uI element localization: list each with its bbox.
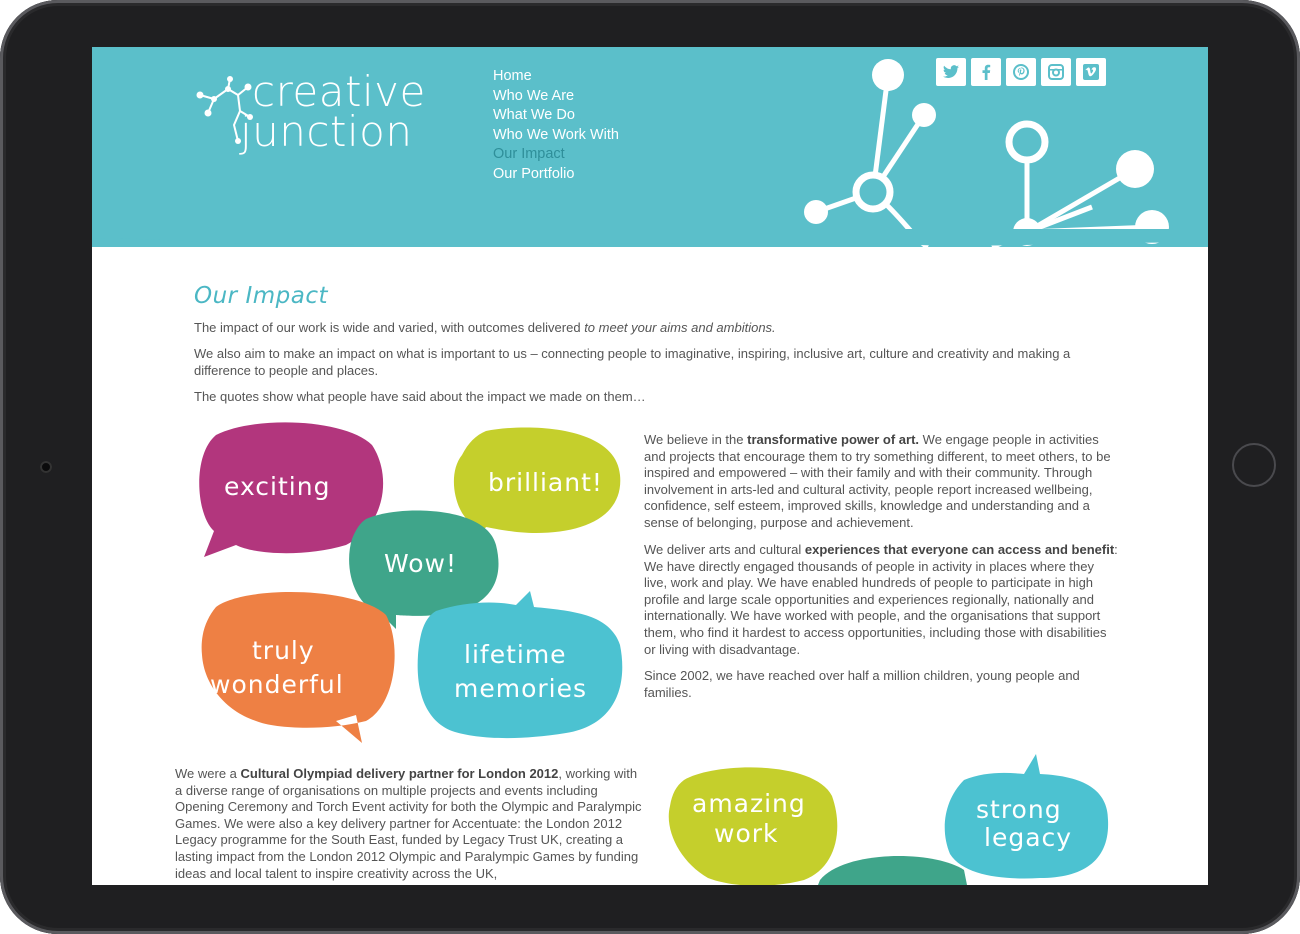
- quote-bubbles: [196, 415, 636, 747]
- bubble-text-memories: memories: [454, 674, 588, 703]
- bubble-truly-wonderful: [202, 592, 395, 743]
- right-paragraph-3: Since 2002, we have reached over half a million children, young people and families.: [644, 668, 1080, 700]
- browser-screen: [92, 47, 1208, 885]
- bubble-text-legacy: legacy: [984, 823, 1073, 852]
- bottom-paragraph-1: We were a Cultural Olympiad delivery partner for London 2012, working with a diverse range of organisations on multiple projects and events including Opening Ceremony and Torch Event activity for both the Olympic and Paralympic Games. We were also a key delivery partner for Accentuate: the London 2012 Legacy programme for the South East, funded by Legacy Trust UK, creating a lasting impact from the London 2012 Olympic and Paralympic Games by funding ideas and local talent to inspire creativity across the UK,: [175, 766, 642, 881]
- camera-icon: [40, 461, 52, 473]
- nav-item-home[interactable]: Home: [493, 68, 532, 84]
- bubble-text-wow: Wow!: [384, 549, 458, 578]
- page-title: Our Impact: [194, 283, 328, 309]
- instagram-icon[interactable]: [1041, 58, 1071, 86]
- nav-item-who-we-work-with[interactable]: Who We Work With: [493, 126, 619, 143]
- nav-item-our-impact[interactable]: Our Impact: [493, 146, 565, 163]
- nav-item-our-portfolio[interactable]: Our Portfolio: [493, 165, 575, 182]
- bubble-text-amazing: amazing: [692, 789, 806, 818]
- twitter-icon[interactable]: [936, 58, 966, 86]
- header-wave-divider: [92, 229, 1208, 259]
- intro-paragraph-1: The impact of our work is wide and varied, with outcomes delivered to meet your aims and ambitions.: [194, 320, 776, 335]
- site-header: [92, 47, 1208, 247]
- intro-paragraph-3: The quotes show what people have said about the impact we made on them…: [194, 389, 646, 404]
- logo-text-line1: creative: [252, 67, 426, 116]
- bubble-text-wonderful: wonderful: [210, 670, 344, 699]
- quote-bubbles-2: [664, 750, 1114, 885]
- bubble-text-truly: truly: [252, 636, 315, 665]
- bubble-text-work: work: [714, 819, 779, 848]
- logo-text-line2: junction: [240, 107, 413, 156]
- intro-paragraph-2: We also aim to make an impact on what is important to us – connecting people to imaginative, inspiring, inclusive art, culture and creativity and making a difference to people and places.: [194, 346, 1071, 378]
- bubble-text-exciting: exciting: [224, 472, 331, 501]
- social-links: [936, 58, 1106, 86]
- nav-item-what-we-do[interactable]: What We Do: [493, 107, 575, 124]
- bubble-partial-green: [816, 856, 968, 885]
- main-nav: [493, 67, 619, 185]
- facebook-icon[interactable]: [971, 58, 1001, 86]
- right-paragraph-2: We deliver arts and cultural experiences that everyone can access and benefit: We have directly engaged thousands of people in activity in places where they live, work and play. We have enabled hundreds of people to participate in high profile and large scale opportunities and experiences regionally, nationally and internationally. We have worked with people, and the organisations that support them, who find it hardest to access opportunities, including those with disabilities or living with disadvantage.: [644, 542, 1118, 657]
- home-button[interactable]: [1232, 443, 1276, 487]
- bubble-text-lifetime: lifetime: [464, 640, 567, 669]
- vimeo-icon[interactable]: [1076, 58, 1106, 86]
- nav-item-who-we-are[interactable]: Who We Are: [493, 87, 575, 104]
- pinterest-icon[interactable]: [1006, 58, 1036, 86]
- bubble-text-strong: strong: [976, 795, 1062, 824]
- right-paragraph-1: We believe in the transformative power of art. We engage people in activities and projects that encourage them to try something different, to meet others, to be inspired and empowered – with their family and with their community. Through involvement in arts-led and cultural activity, people report increased wellbeing, confidence, self esteem, improved skills, knowledge and understanding and a sense of belonging, purpose and achievement.: [644, 432, 1111, 530]
- logo[interactable]: [194, 69, 434, 159]
- bubble-text-brilliant: brilliant!: [488, 468, 603, 497]
